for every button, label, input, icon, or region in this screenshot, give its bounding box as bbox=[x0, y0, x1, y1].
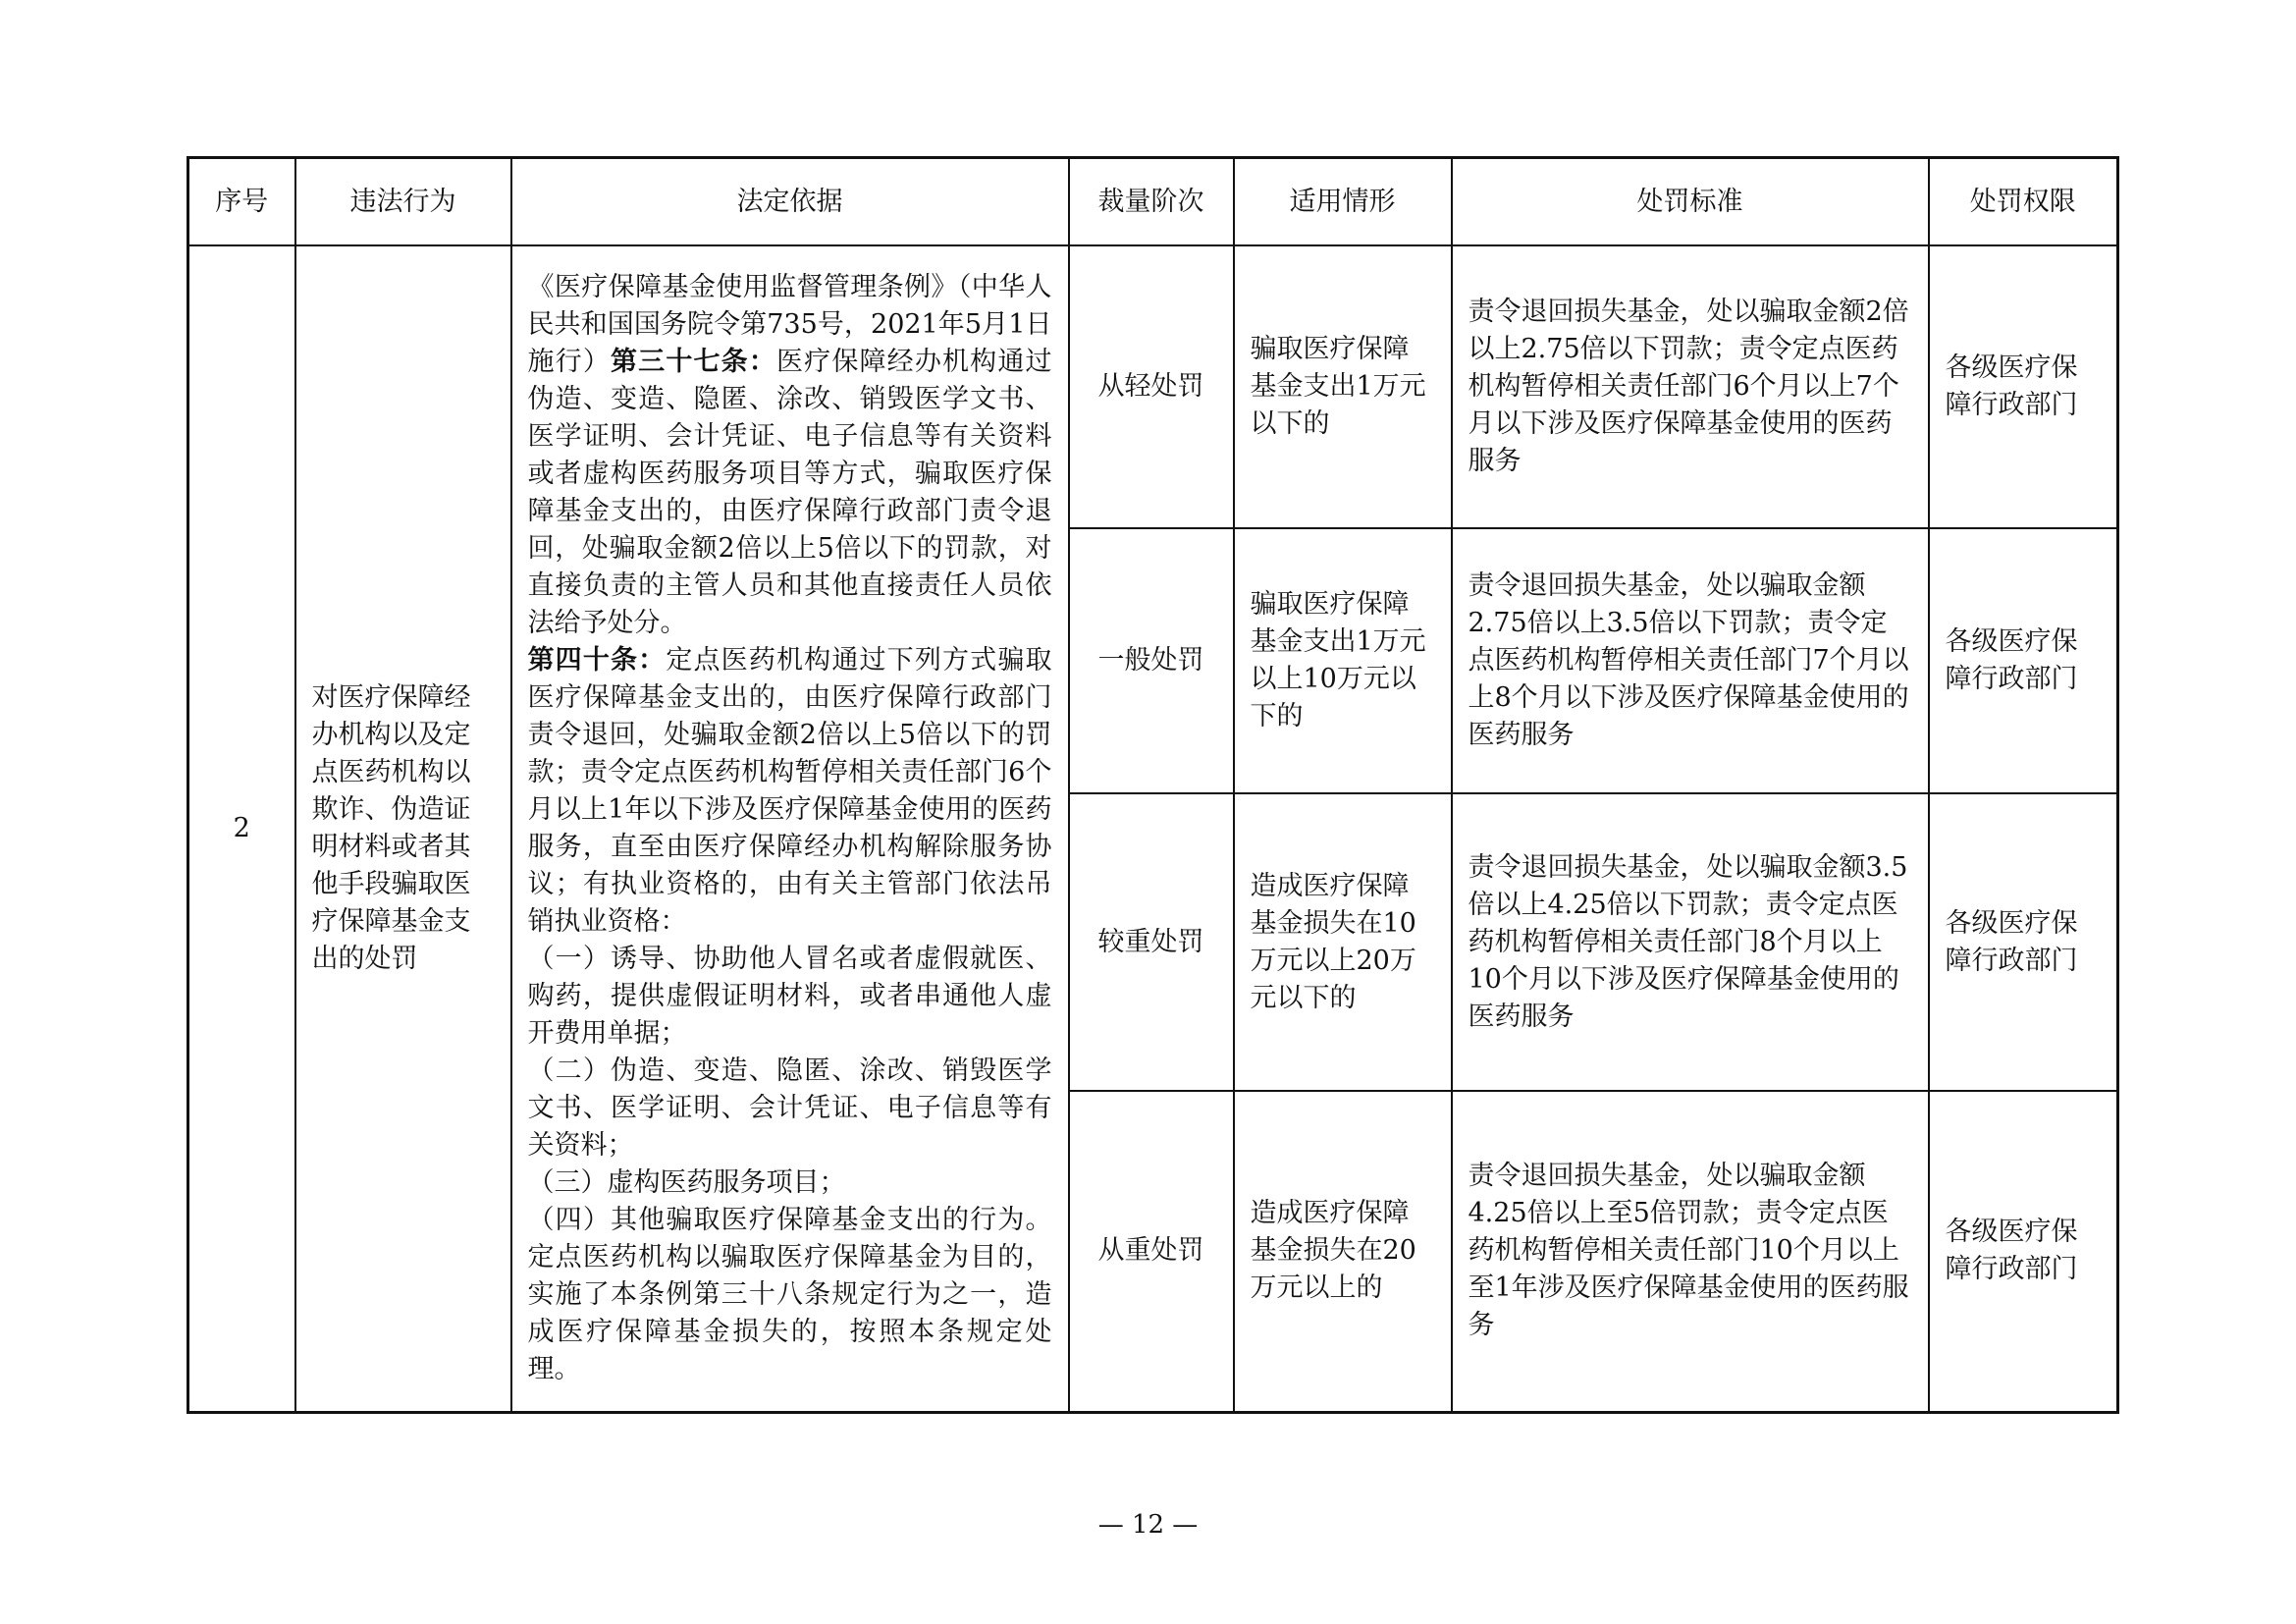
level-cell: 从轻处罚 bbox=[1069, 245, 1234, 528]
basis-item-1: （一）诱导、协助他人冒名或者虚假就医、购药，提供虚假证明材料，或者串通他人虚开费用单据； bbox=[527, 943, 1052, 1049]
level-cell: 较重处罚 bbox=[1069, 793, 1234, 1091]
situation-cell: 骗取医疗保障基金支出1万元以下的 bbox=[1234, 245, 1452, 528]
authority-cell: 各级医疗保障行政部门 bbox=[1929, 793, 2118, 1091]
standard-cell: 责令退回损失基金，处以骗取金额3.5倍以上4.25倍以下罚款；责令定点医药机构暂停相关责任部门8个月以上10个月以下涉及医疗保障基金使用的医药服务 bbox=[1452, 793, 1929, 1091]
basis-item-4: （四）其他骗取医疗保障基金支出的行为。 bbox=[527, 1204, 1052, 1235]
article-40-text: 定点医药机构通过下列方式骗取医疗保障基金支出的，由医疗保障行政部门责令退回，处骗取金额2倍以上5倍以下的罚款；责令定点医药机构暂停相关责任部门6个月以上1年以下涉及医疗保障基金使用的医药服务，直至由医疗保障经办机构解除服务协议；有执业资格的，由有关主管部门依法吊销执业资格： bbox=[527, 644, 1052, 937]
table-row bbox=[188, 245, 2118, 528]
authority-cell: 各级医疗保障行政部门 bbox=[1929, 528, 2118, 793]
authority-cell: 各级医疗保障行政部门 bbox=[1929, 1091, 2118, 1412]
legal-basis-cell bbox=[511, 245, 1069, 1412]
article-37-title: 第三十七条： bbox=[611, 346, 776, 377]
basis-item-2: （二）伪造、变造、隐匿、涂改、销毁医学文书、医学证明、会计凭证、电子信息等有关资料； bbox=[527, 1055, 1052, 1161]
penalty-table bbox=[187, 156, 2119, 1414]
authority-cell: 各级医疗保障行政部门 bbox=[1929, 245, 2118, 528]
article-40-title: 第四十条： bbox=[527, 644, 667, 676]
article-37-text: 医疗保障经办机构通过伪造、变造、隐匿、涂改、销毁医学文书、医学证明、会计凭证、电子信息等有关资料或者虚构医药服务项目等方式，骗取医疗保障基金支出的，由医疗保障行政部门责令退回，处骗取金额2倍以上5倍以下的罚款，对直接负责的主管人员和其他直接责任人员依法给予处分。 bbox=[527, 346, 1052, 638]
header-situation: 适用情形 bbox=[1234, 158, 1452, 246]
header-row bbox=[188, 158, 2118, 246]
level-cell: 从重处罚 bbox=[1069, 1091, 1234, 1412]
page-number: — 12 — bbox=[1097, 1510, 1199, 1540]
standard-cell: 责令退回损失基金，处以骗取金额2倍以上2.75倍以下罚款；责令定点医药机构暂停相关责任部门6个月以上7个月以下涉及医疗保障基金使用的医药服务 bbox=[1452, 245, 1929, 528]
standard-cell: 责令退回损失基金，处以骗取金额4.25倍以上至5倍罚款；责令定点医药机构暂停相关责任部门10个月以上至1年涉及医疗保障基金使用的医药服务 bbox=[1452, 1091, 1929, 1412]
situation-cell: 骗取医疗保障基金支出1万元以上10万元以下的 bbox=[1234, 528, 1452, 793]
violation-cell: 对医疗保障经办机构以及定点医药机构以欺诈、伪造证明材料或者其他手段骗取医疗保障基金支出的处罚 bbox=[295, 245, 511, 1412]
seq-cell: 2 bbox=[188, 245, 295, 1412]
basis-closing: 定点医药机构以骗取医疗保障基金为目的，实施了本条例第三十八条规定行为之一，造成医疗保障基金损失的，按照本条规定处理。 bbox=[527, 1241, 1052, 1384]
situation-cell: 造成医疗保障基金损失在10万元以上20万元以下的 bbox=[1234, 793, 1452, 1091]
basis-source: 《医疗保障基金使用监督管理条例》（中华人民共和国国务院令第735号，2021年5月1日施行） bbox=[527, 271, 1052, 377]
header-level: 裁量阶次 bbox=[1069, 158, 1234, 246]
header-seq: 序号 bbox=[188, 158, 295, 246]
situation-cell: 造成医疗保障基金损失在20万元以上的 bbox=[1234, 1091, 1452, 1412]
header-standard: 处罚标准 bbox=[1452, 158, 1929, 246]
basis-item-3: （三）虚构医药服务项目； bbox=[527, 1166, 846, 1198]
level-cell: 一般处罚 bbox=[1069, 528, 1234, 793]
header-authority: 处罚权限 bbox=[1929, 158, 2118, 246]
header-legal-basis: 法定依据 bbox=[511, 158, 1069, 246]
header-violation: 违法行为 bbox=[295, 158, 511, 246]
standard-cell: 责令退回损失基金，处以骗取金额2.75倍以上3.5倍以下罚款；责令定点医药机构暂停相关责任部门7个月以上8个月以下涉及医疗保障基金使用的医药服务 bbox=[1452, 528, 1929, 793]
